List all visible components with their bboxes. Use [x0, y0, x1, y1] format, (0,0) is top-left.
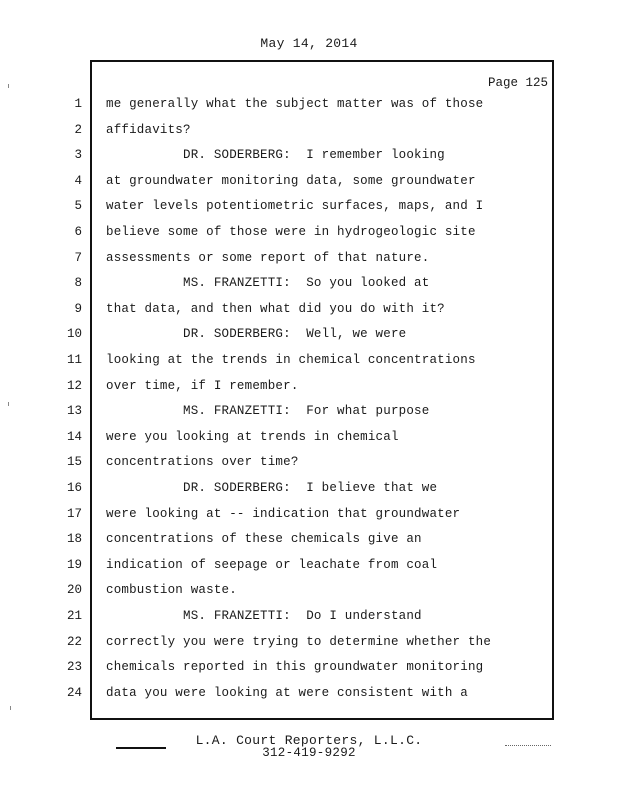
line-number: 5 — [74, 199, 82, 214]
line-number: 18 — [66, 532, 82, 547]
line-number: 23 — [66, 660, 82, 675]
transcript-line: MS. FRANZETTI: Do I understand — [106, 609, 422, 623]
transcript-line: correctly you were trying to determine whether the — [106, 634, 492, 649]
transcript-line: affidavits? — [106, 122, 191, 137]
line-number: 21 — [66, 609, 82, 623]
footer-company: L.A. Court Reporters, L.L.C. — [195, 733, 423, 748]
line-number: 2 — [74, 122, 82, 137]
transcript-line: combustion waste. — [106, 583, 237, 598]
line-number: 16 — [66, 481, 82, 495]
header-date: May 14, 2014 — [260, 36, 358, 51]
transcript-line: data you were looking at were consistent with a — [106, 685, 468, 700]
transcript-line: were looking at -- indication that groundwater — [106, 506, 461, 521]
line-number: 19 — [66, 557, 82, 572]
line-number: 8 — [74, 276, 82, 291]
transcript-line: believe some of those were in hydrogeologic site — [106, 225, 476, 239]
scan-artifact — [10, 706, 11, 710]
line-number: 20 — [66, 583, 82, 598]
line-number: 13 — [66, 404, 82, 419]
line-number: 6 — [74, 225, 82, 239]
line-number: 4 — [74, 173, 82, 188]
line-number: 9 — [74, 301, 82, 316]
transcript-line: indication of seepage or leachate from coal — [106, 557, 438, 572]
footer-phone: 312-419-9292 — [262, 746, 356, 760]
line-number: 15 — [66, 455, 82, 470]
line-number: 3 — [74, 148, 82, 163]
transcript-line: concentrations of these chemicals give an — [106, 532, 422, 547]
transcript-line: were you looking at trends in chemical — [106, 429, 399, 444]
line-number: 7 — [74, 250, 82, 265]
transcript-line: DR. SODERBERG: Well, we were — [106, 327, 407, 342]
line-number: 1 — [74, 97, 82, 111]
transcript-line: MS. FRANZETTI: For what purpose — [106, 404, 430, 419]
scan-artifact — [8, 84, 9, 88]
transcript-line: at groundwater monitoring data, some groundwater — [106, 173, 476, 188]
transcript-line: over time, if I remember. — [106, 378, 299, 393]
line-number: 22 — [66, 634, 82, 649]
transcript-line: water levels potentiometric surfaces, maps, and I — [106, 199, 484, 214]
transcript-line: chemicals reported in this groundwater monitoring — [106, 660, 484, 675]
line-number: 14 — [66, 429, 82, 444]
line-number: 10 — [66, 327, 82, 342]
line-number: 17 — [66, 506, 82, 521]
transcript-line: DR. SODERBERG: I remember looking — [106, 148, 445, 163]
transcript-line: me generally what the subject matter was of those — [106, 97, 484, 111]
line-number: 24 — [66, 685, 82, 700]
line-number: 11 — [66, 353, 82, 367]
transcript-line: MS. FRANZETTI: So you looked at — [106, 276, 430, 291]
transcript-line: DR. SODERBERG: I believe that we — [106, 481, 438, 495]
page-number: Page 125 — [487, 76, 548, 90]
transcript-line: looking at the trends in chemical concentrations — [106, 353, 476, 367]
transcript-line: concentrations over time? — [106, 455, 299, 470]
transcript-line: that data, and then what did you do with it? — [106, 301, 445, 316]
line-number: 12 — [66, 378, 82, 393]
transcript-line: assessments or some report of that nature. — [106, 250, 430, 265]
scan-artifact — [8, 402, 9, 406]
